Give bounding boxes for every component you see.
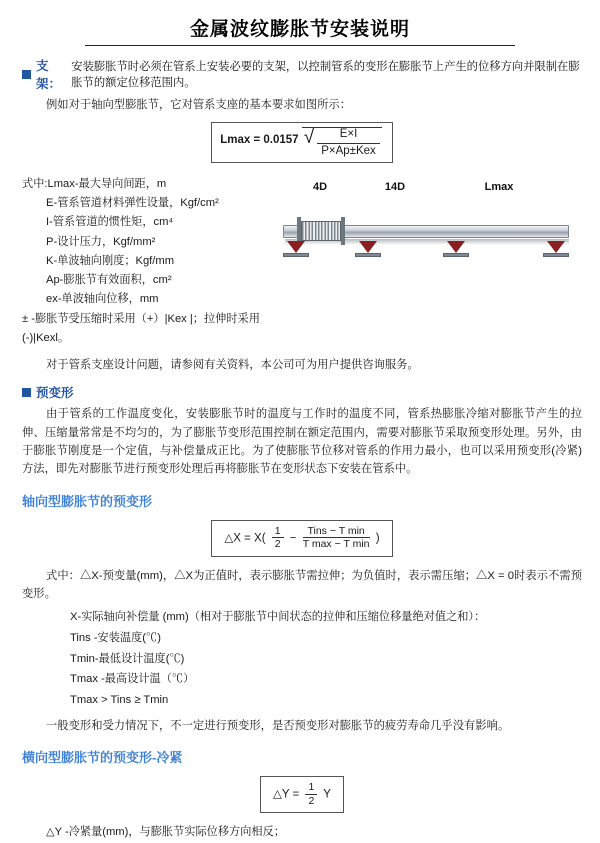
section-heading-predeform [22, 383, 582, 401]
support-base [283, 253, 309, 257]
legend-item: K-单波轴向刚度；Kgf/mm [46, 254, 175, 267]
formula-sqrt [302, 127, 382, 157]
equation-lateral-numerator: 1 [305, 782, 317, 795]
legend-item: P-设计压力，Kgf/mm² [46, 235, 156, 248]
support-base [443, 253, 469, 257]
legend-item: ± -膨胀节受压缩时采用（+）|Kex |；拉伸时采用(-)|Kexl。 [22, 312, 260, 344]
equation-temp-fraction [303, 526, 370, 551]
support-base [355, 253, 381, 257]
bellows-icon [301, 221, 341, 241]
formula-fraction [317, 128, 380, 157]
legend-item: 式中:Lmax-最大导向间距，m [22, 177, 167, 190]
document-page [0, 14, 600, 839]
pipe-assembly [277, 195, 573, 273]
equation-lateral-box [260, 776, 344, 813]
equation-axial [22, 520, 582, 557]
flange-right [341, 217, 345, 245]
equation-minus-sign: − [289, 532, 297, 545]
document-content [0, 56, 600, 843]
legend-list [22, 175, 267, 348]
legend-item: Ap-膨胀节有效面积，cm² [46, 274, 172, 287]
section-bracket-lead-inline: 安装膨胀节时必须在管系上安装必要的支架，以控制管系的变形在膨胀节上产生的位移方向并限制在膨胀节的额定位移范围内。 [71, 61, 580, 89]
support-triangle-icon [447, 241, 465, 253]
equation-lateral-fraction [305, 782, 317, 807]
axial-symbol-item: Tmax > Tins ≥ Tmin [70, 694, 169, 707]
formula-numerator: E×I [317, 128, 380, 143]
equation-lateral-denominator: 2 [308, 794, 315, 807]
bracket-example-paragraph: 例如对于轴向型膨胀节，它对管系支座的基本要求如图所示： [46, 99, 352, 111]
bracket-closing-paragraph: 对于管系支座设计问题，请参阅有关资料，本公司可为用户提供咨询服务。 [46, 359, 419, 372]
equation-lateral [22, 776, 582, 813]
support-anchor-3 [443, 241, 469, 259]
legend-item: ex-单波轴向位移，mm [46, 293, 159, 306]
title-divider [85, 45, 515, 46]
page-title: 金属波纹膨胀节安装说明 [189, 19, 410, 40]
legend-and-diagram [22, 171, 582, 350]
equation-axial-rhs: ) [375, 532, 380, 545]
axial-where-paragraph: 式中：△X-预变量(mm)，△X为正值时，表示膨胀节需拉伸；为负值时，表示需压缩；△X = 0时表示不需预变形。 [22, 569, 582, 600]
equation-half-fraction [272, 526, 284, 551]
support-anchor-4 [543, 241, 569, 259]
diagram-dimension-labels [277, 181, 577, 193]
equation-half-numerator: 1 [272, 526, 284, 539]
diagram-column [273, 171, 582, 286]
formula-lmax-lhs: Lmax = 0.0157 [220, 134, 299, 147]
subsection-axial-title: 轴向型膨胀节的预变形 [22, 493, 153, 509]
section-heading-bracket [22, 56, 582, 92]
equation-axial-lhs: △X = X( [224, 532, 266, 545]
equation-lateral-lhs: △Y = [273, 788, 300, 801]
axial-note-paragraph: 一般变形和受力情况下，不一定进行预变形，是否预变形对膨胀节的疲劳寿命几乎没有影响。 [46, 719, 510, 732]
support-anchor-2 [355, 241, 381, 259]
axial-symbol-list [22, 607, 582, 711]
subsection-lateral-title: 横向型膨胀节的预变形-冷紧 [22, 750, 183, 766]
support-base [543, 253, 569, 257]
dimension-4d: 4D [312, 180, 328, 193]
equation-half-denominator: 2 [274, 538, 281, 551]
section-heading-predeform-label: 预变形 [36, 386, 74, 401]
equation-temp-numerator: Tins − T min [303, 526, 370, 539]
expansion-joint-diagram [277, 181, 577, 286]
equation-axial-box [211, 520, 392, 557]
support-anchor-1 [283, 241, 309, 259]
blue-square-bullet-icon [22, 70, 31, 79]
lateral-note-item: △Y -冷紧量(mm)，与膨胀节实际位移方向相反； [46, 826, 285, 839]
formula-lmax [22, 122, 582, 162]
support-triangle-icon [287, 241, 305, 253]
axial-symbol-item: Tmax -最高设计温（℃） [70, 673, 195, 686]
support-triangle-icon [359, 241, 377, 253]
legend-item: E-管系管道材料弹性设量，Kgf/cm² [46, 197, 219, 209]
blue-square-bullet-icon [22, 388, 31, 397]
legend-item: I-管系管道的惯性矩，cm⁴ [46, 216, 174, 229]
axial-symbol-item: Tins -安装温度(℃) [70, 632, 161, 645]
equation-temp-denominator: T max − T min [302, 538, 370, 551]
dimension-14d: 14D [384, 180, 406, 193]
dimension-lmax: Lmax [484, 180, 514, 193]
predeform-paragraph: 由于管系的工作温度变化，安装膨胀节时的温度与工作时的温度不同，管系热膨胀冷缩对膨胀节产生的拉伸、压缩量常常是不均匀的，为了膨胀节变形范围控制在额定范围内，需要对膨胀节采取预变形处理。另外，由于膨胀节刚度是一个定值，与补偿量成正比。为了使膨胀节位移对管系的作用力最小，也可以采用预变形(冷紧)方法，即先对膨胀节进行预变形处理后再将膨胀节在变形状态下安装在管系中。 [22, 408, 582, 476]
lateral-note-block [22, 823, 582, 842]
section-heading-bracket-label: 支架： [36, 59, 62, 91]
formula-denominator: P×Ap±Kex [321, 144, 376, 157]
axial-symbol-item: Tmin-最低设计温度(℃) [70, 652, 185, 665]
formula-lmax-box [211, 122, 393, 162]
equation-lateral-rhs: Y [323, 788, 331, 801]
axial-symbol-item: X-实际轴向补偿量 (mm)（相对于膨胀节中间状态的拉伸和压缩位移量绝对值之和）： [70, 611, 486, 624]
sqrt-icon: √ [303, 127, 315, 149]
support-triangle-icon [547, 241, 565, 253]
